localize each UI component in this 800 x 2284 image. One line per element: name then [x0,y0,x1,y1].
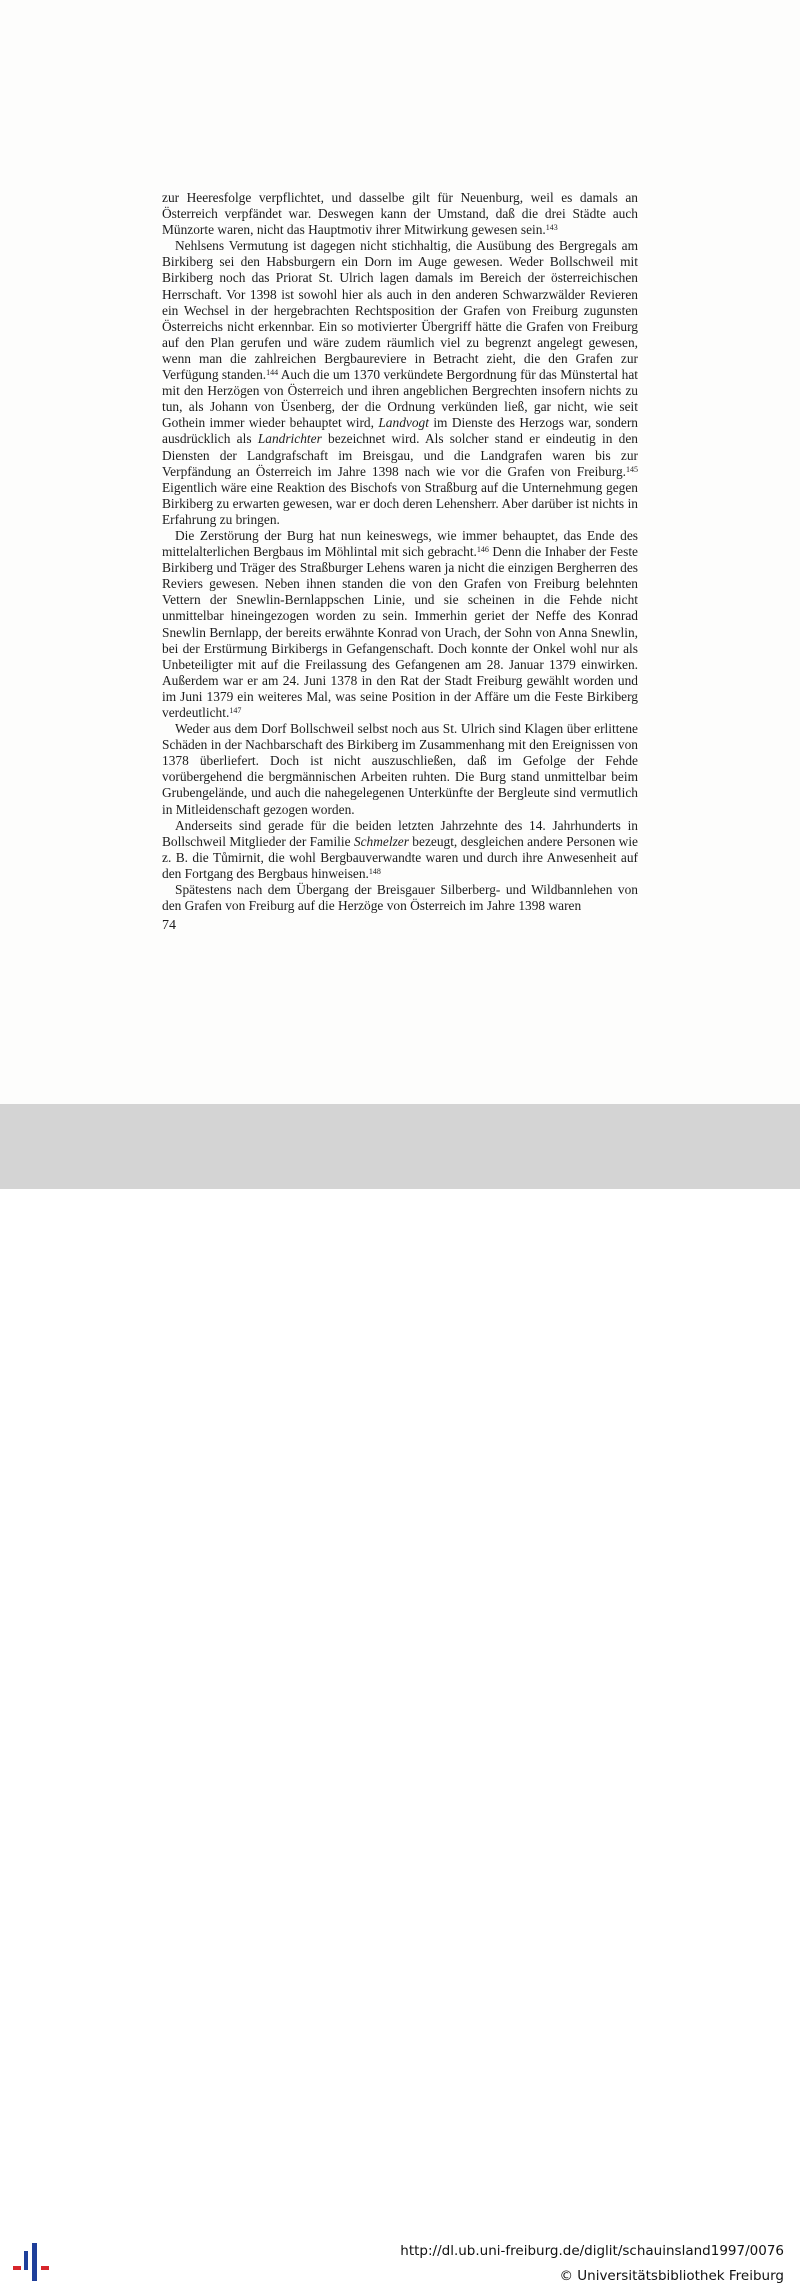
footer-bar [0,1104,800,2284]
copyright-notice: © Universitätsbibliothek Freiburg [559,2268,784,2284]
text-run: Spätestens nach dem Übergang der Breisgauer Silberberg- und Wildbannlehen von den Grafen von Freiburg auf die Herzöge von Österreich im Jahre 1398 waren [162,882,638,914]
ub-freiburg-logo-icon[interactable] [10,2241,52,2281]
text-run: zur Heeresfolge verpflichtet, und dasselbe gilt für Neuenburg, weil es damals an Österreich verpfändet war. Deswegen kann der Umstand, daß die drei Städte auch Münzorte waren, nicht das Hauptmotiv ihrer Mitwirkung gewesen sein. [162,190,638,238]
text-run: Auch die um 1370 verkündete Bergordnung für das Münstertal hat mit den Herzögen von Österreich und ihren angeblichen Bergrechten insofern nichts zu tun, als Johann von Üsenberg, der die Ordnung verkünden ließ, gar nicht, wie seit Gothein immer wieder behauptet wird, [162,367,638,431]
text-run: Nehlsens Vermutung ist dagegen nicht stichhaltig, die Ausübung des Bergregals am Birkiberg sei den Habsburgern ein Dorn im Auge gewesen. Weder Bollschweil mit Birkiberg noch das Priorat St. Ulrich lagen damals im Bereich der österreichischen Herrschaft. Vor 1398 ist sowohl hier als auch in den anderen Schwarzwälder Revieren ein Wechsel in der hergebrachten Rechtsposition der Grafen von Freiburg zugunsten Österreichs nicht erkennbar. Ein so motivierter Übergriff hätte die Grafen von Freiburg auf den Plan gerufen und wäre zudem räumlich viel zu begrenzt angelegt gewesen, wenn man die zahlreichen Bergbaureviere in Betracht zieht, die den Grafen zur Verfügung standen. [162,238,638,383]
text-run: Denn die Inhaber der Feste Birkiberg und Träger des Straßburger Lehens waren ja nicht die einzigen Bergherren des Reviers gewesen. Neben ihnen standen die von den Grafen von Freiburg belehnten Vettern der Snewlin-Bernlappschen Linie, und sie scheinen in die Fehde nicht unmittelbar hineingezogen worden zu sein. Immerhin geriet der Neffe des Konrad Snewlin Bernlapp, der bereits erwähnte Konrad von Urach, der Sohn von Anna Snewlin, bei der Erstürmung Birkibergs in Gefangenschaft. Doch konnte der Onkel wohl nur als Unbeteiligter mit auf die Freilassung des Gefangenen am 28. Januar 1379 einwirken. Außerdem war er am 24. Juni 1378 in den Rat der Stadt Freiburg gewählt worden und im Juni 1379 ein weiteres Mal, was seine Position in der Affäre um die Feste Birkiberg verdeutlicht. [162,544,638,720]
text-run: bezeichnet wird. Als solcher stand er eindeutig in den Diensten der Landgrafschaft im Breisgau, und die Landgrafen waren bis zur Verpfändung an Österreich im Jahre 1398 nach wie vor die Grafen von Freiburg. [162,431,638,479]
emphasized-term: Schmelzer [353,833,409,849]
footnote-reference: 147 [229,706,242,715]
footnote-reference: 145 [626,464,638,474]
source-url-link[interactable]: http://dl.ub.uni-freiburg.de/diglit/schauinsland1997/0076 [400,2243,784,2259]
paragraph [162,882,638,914]
text-run: Die Zerstörung der Burg hat nun keineswegs, wie immer behauptet, das Ende des mittelalterlichen Bergbaus im Möhlintal mit sich gebracht. [162,527,638,560]
paragraph [162,238,638,528]
footnote-reference: 144 [266,368,279,378]
paragraph [162,818,638,882]
text-run: im Dienste des Herzogs war, sondern ausdrücklich als [162,415,638,447]
paragraph [162,528,638,721]
emphasized-term: Landrichter [257,431,322,447]
text-run: bezeugt, desgleichen andere Personen wie z. B. die Tůmirnit, die wohl Bergbauverwandte waren und durch ihre Anwesenheit auf den Fortgang des Bergbaus hinweisen. [162,833,638,881]
footnote-reference: 148 [368,866,381,876]
text-run: Weder aus dem Dorf Bollschweil selbst noch aus St. Ulrich sind Klagen über erlittene Schäden in der Nachbarschaft des Birkiberg im Zusammenhang mit den Ereignissen von 1378 überliefert. Doch ist nicht auszuschließen, daß im Gefolge der Fehde vorübergehend die bergmännischen Arbeiten ruhten. Die Burg stand unmittelbar beim Grubengelände, und auch die nahegelegenen Unterkünfte der Bergleute sind vermutlich in Mitleidenschaft gezogen worden. [162,721,638,817]
page-number: 74 [162,918,176,933]
text-run: Anderseits sind gerade für die beiden letzten Jahrzehnte des 14. Jahrhunderts in Bollschweil Mitglieder der Familie [162,817,638,849]
body-text [162,190,638,914]
book-page [0,0,800,1104]
text-run: Eigentlich wäre eine Reaktion des Bischofs von Straßburg auf die Unternehmung gegen Birkiberg zu erwarten gewesen, war er doch deren Lehensherr. Aber darüber ist nichts in Erfahrung zu bringen. [162,479,638,527]
paragraph [162,721,638,818]
emphasized-term: Landvogt [378,415,429,431]
paragraph [162,190,638,238]
footnote-reference: 143 [545,223,558,233]
footnote-reference: 146 [476,545,489,555]
